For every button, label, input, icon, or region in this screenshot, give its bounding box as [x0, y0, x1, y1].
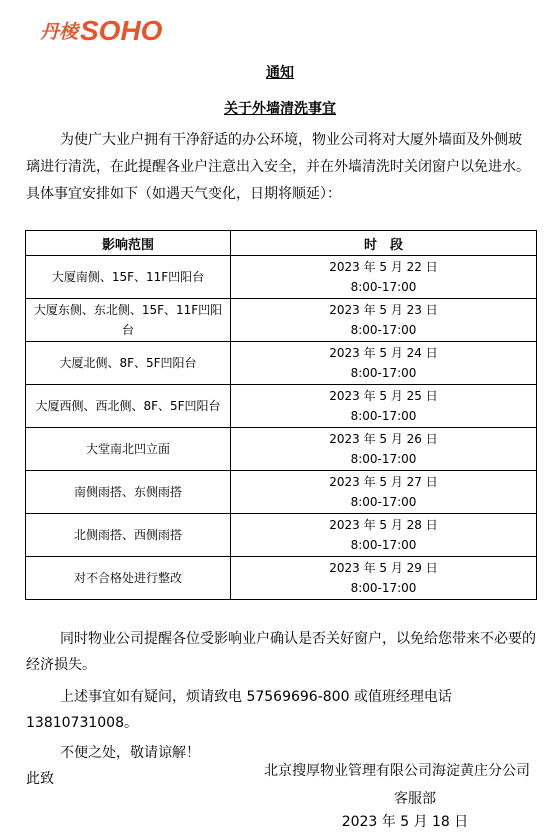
- area-cell: 对不合格处进行整改: [26, 557, 231, 600]
- area-cell: 大厦南侧、15F、11F凹阳台: [26, 256, 231, 299]
- header-time: 时 段: [231, 231, 537, 256]
- time-range-text: 8:00-17:00: [350, 452, 417, 466]
- table-row: [26, 471, 537, 514]
- time-cell: [231, 299, 537, 342]
- time-range-text: 8:00-17:00: [350, 323, 417, 337]
- time-cell: [231, 471, 537, 514]
- date-text: 2023 年 5 月 24 日: [329, 346, 438, 360]
- company-name: 北京搜厚物业管理有限公司海淀黄庄分公司: [264, 763, 530, 779]
- notice-subject: 关于外墙清洗事宜: [224, 101, 336, 117]
- time-cell: [231, 514, 537, 557]
- time-range-text: 8:00-17:00: [350, 581, 417, 595]
- table-row: [26, 557, 537, 600]
- signature-date: 2023 年 5 月 18 日: [341, 814, 469, 830]
- area-cell: 大厦北侧、8F、5F凹阳台: [26, 342, 231, 385]
- time-cell: [231, 428, 537, 471]
- date-text: 2023 年 5 月 27 日: [329, 475, 438, 489]
- table-row: [26, 385, 537, 428]
- regards-text: 此致: [26, 771, 54, 787]
- table-row: [26, 256, 537, 299]
- danling-soho-logo: [38, 8, 163, 48]
- date-text: 2023 年 5 月 26 日: [329, 432, 438, 446]
- header-area: 影响范围: [26, 231, 231, 256]
- area-cell: 大厦东侧、东北侧、15F、11F凹阳台: [26, 299, 231, 342]
- table-row: [26, 428, 537, 471]
- time-cell: [231, 385, 537, 428]
- date-text: 2023 年 5 月 22 日: [329, 260, 438, 274]
- logo-text-cn: 丹棱: [40, 22, 79, 43]
- intro-section: [26, 127, 534, 208]
- schedule-note: 具体事宜安排如下（如遇天气变化，日期将顺延）：: [26, 186, 341, 202]
- time-range-text: 8:00-17:00: [350, 538, 417, 552]
- area-cell: 大堂南北凹立面: [26, 428, 231, 471]
- area-cell: 大厦西侧、西北侧、8F、5F凹阳台: [26, 385, 231, 428]
- table-row: [26, 342, 537, 385]
- notice-title: 通知: [266, 65, 294, 81]
- department-name: 客服部: [394, 791, 436, 807]
- table-header-row: [26, 231, 537, 256]
- logo-text-soho: SOHO: [80, 15, 163, 46]
- time-cell: [231, 557, 537, 600]
- time-cell: [231, 342, 537, 385]
- table-row: [26, 299, 537, 342]
- time-range-text: 8:00-17:00: [350, 280, 417, 294]
- area-cell: 北侧雨搭、西侧雨搭: [26, 514, 231, 557]
- table-row: [26, 514, 537, 557]
- apology-text: 不便之处，敬请谅解！: [60, 745, 200, 761]
- date-text: 2023 年 5 月 28 日: [329, 518, 438, 532]
- time-range-text: 8:00-17:00: [350, 495, 417, 509]
- contact-paragraph: 上述事宜如有疑问，烦请致电 57569696-800 或值班经理电话 13810731008。: [26, 689, 452, 731]
- time-cell: [231, 256, 537, 299]
- time-range-text: 8:00-17:00: [350, 366, 417, 380]
- schedule-table: [25, 230, 537, 600]
- area-cell: 南侧雨搭、东侧雨搭: [26, 471, 231, 514]
- date-text: 2023 年 5 月 23 日: [329, 303, 438, 317]
- date-text: 2023 年 5 月 29 日: [329, 561, 438, 575]
- reminder-paragraph: 同时物业公司提醒各位受影响业户确认是否关好窗户，以免给您带来不必要的经济损失。: [26, 631, 536, 673]
- time-range-text: 8:00-17:00: [350, 409, 417, 423]
- intro-paragraph: 为使广大业户拥有干净舒适的办公环境，物业公司将对大厦外墙面及外侧玻璃进行清洗，在此提醒各业户注意出入安全，并在外墙清洗时关闭窗户以免进水。: [26, 132, 530, 175]
- date-text: 2023 年 5 月 25 日: [329, 389, 438, 403]
